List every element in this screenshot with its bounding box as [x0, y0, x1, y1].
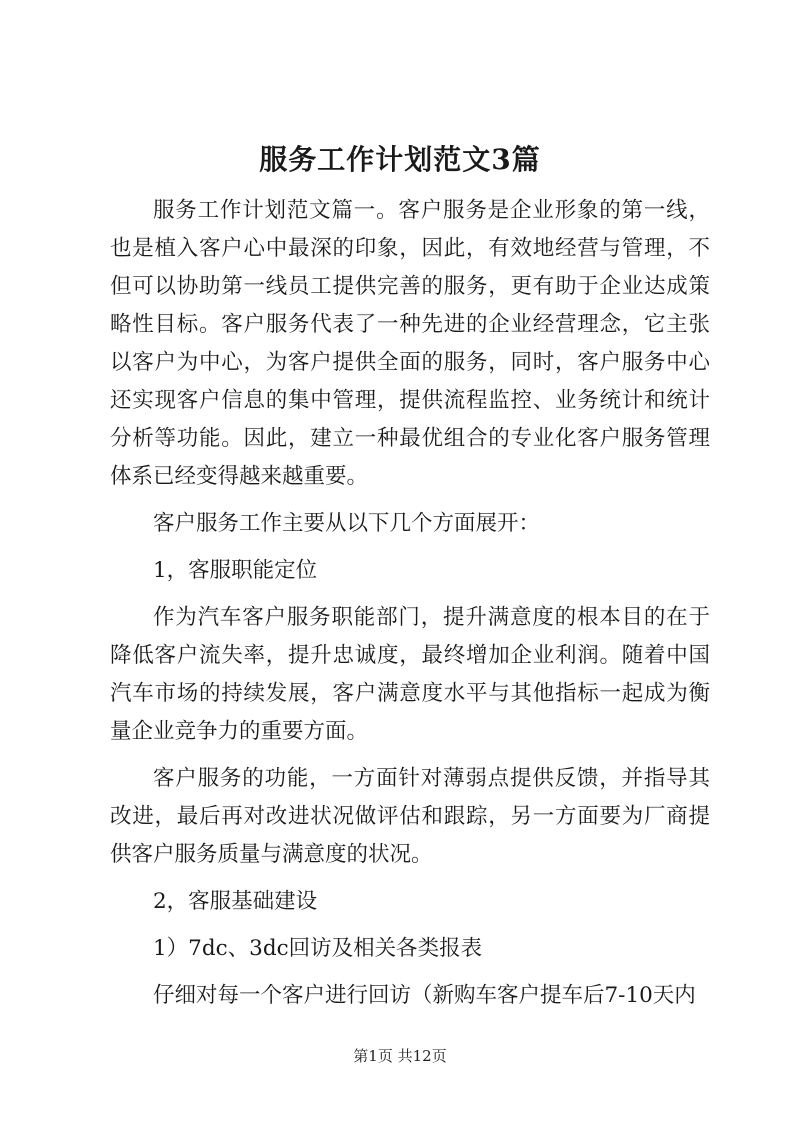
page-footer: 第1页 共12页: [353, 1047, 447, 1065]
paragraph-followup: 仔细对每一个客户进行回访（新购车客户提车后7-10天内: [153, 983, 696, 1008]
document-title: 服务工作计划范文3篇: [259, 143, 541, 176]
section-heading-1: 1，客服职能定位: [153, 558, 318, 583]
section-heading-2: 2，客服基础建设: [153, 889, 318, 914]
paragraph-overview: 客户服务工作主要从以下几个方面展开：: [153, 511, 541, 536]
document-body: [110, 192, 710, 1015]
paragraph-intro: 服务工作计划范文篇一。客户服务是企业形象的第一线，也是植入客户心中最深的印象，因此，有效地经营与管理，不但可以协助第一线员工提供完善的服务，更有助于企业达成策略性目标。客户服务代表了一种先进的企业经营理念，它主张以客户为中心，为客户提供全面的服务，同时，客户服务中心还实现客户信息的集中管理，提供流程监控、业务统计和统计分析等功能。因此，建立一种最优组合的专业化客户服务管理体系已经变得越来越重要。: [110, 198, 710, 489]
paragraph-positioning: 作为汽车客户服务职能部门，提升满意度的根本目的在于降低客户流失率，提升忠诚度，最终增加企业利润。随着中国汽车市场的持续发展，客户满意度水平与其他指标一起成为衡量企业竞争力的重要方面。: [110, 605, 710, 744]
paragraph-function: 客户服务的功能，一方面针对薄弱点提供反馈，并指导其改进，最后再对改进状况做评估和跟踪，另一方面要为厂商提供客户服务质量与满意度的状况。: [110, 766, 710, 867]
subsection-heading-1: 1）7dc、3dc回访及相关各类报表: [153, 936, 483, 961]
